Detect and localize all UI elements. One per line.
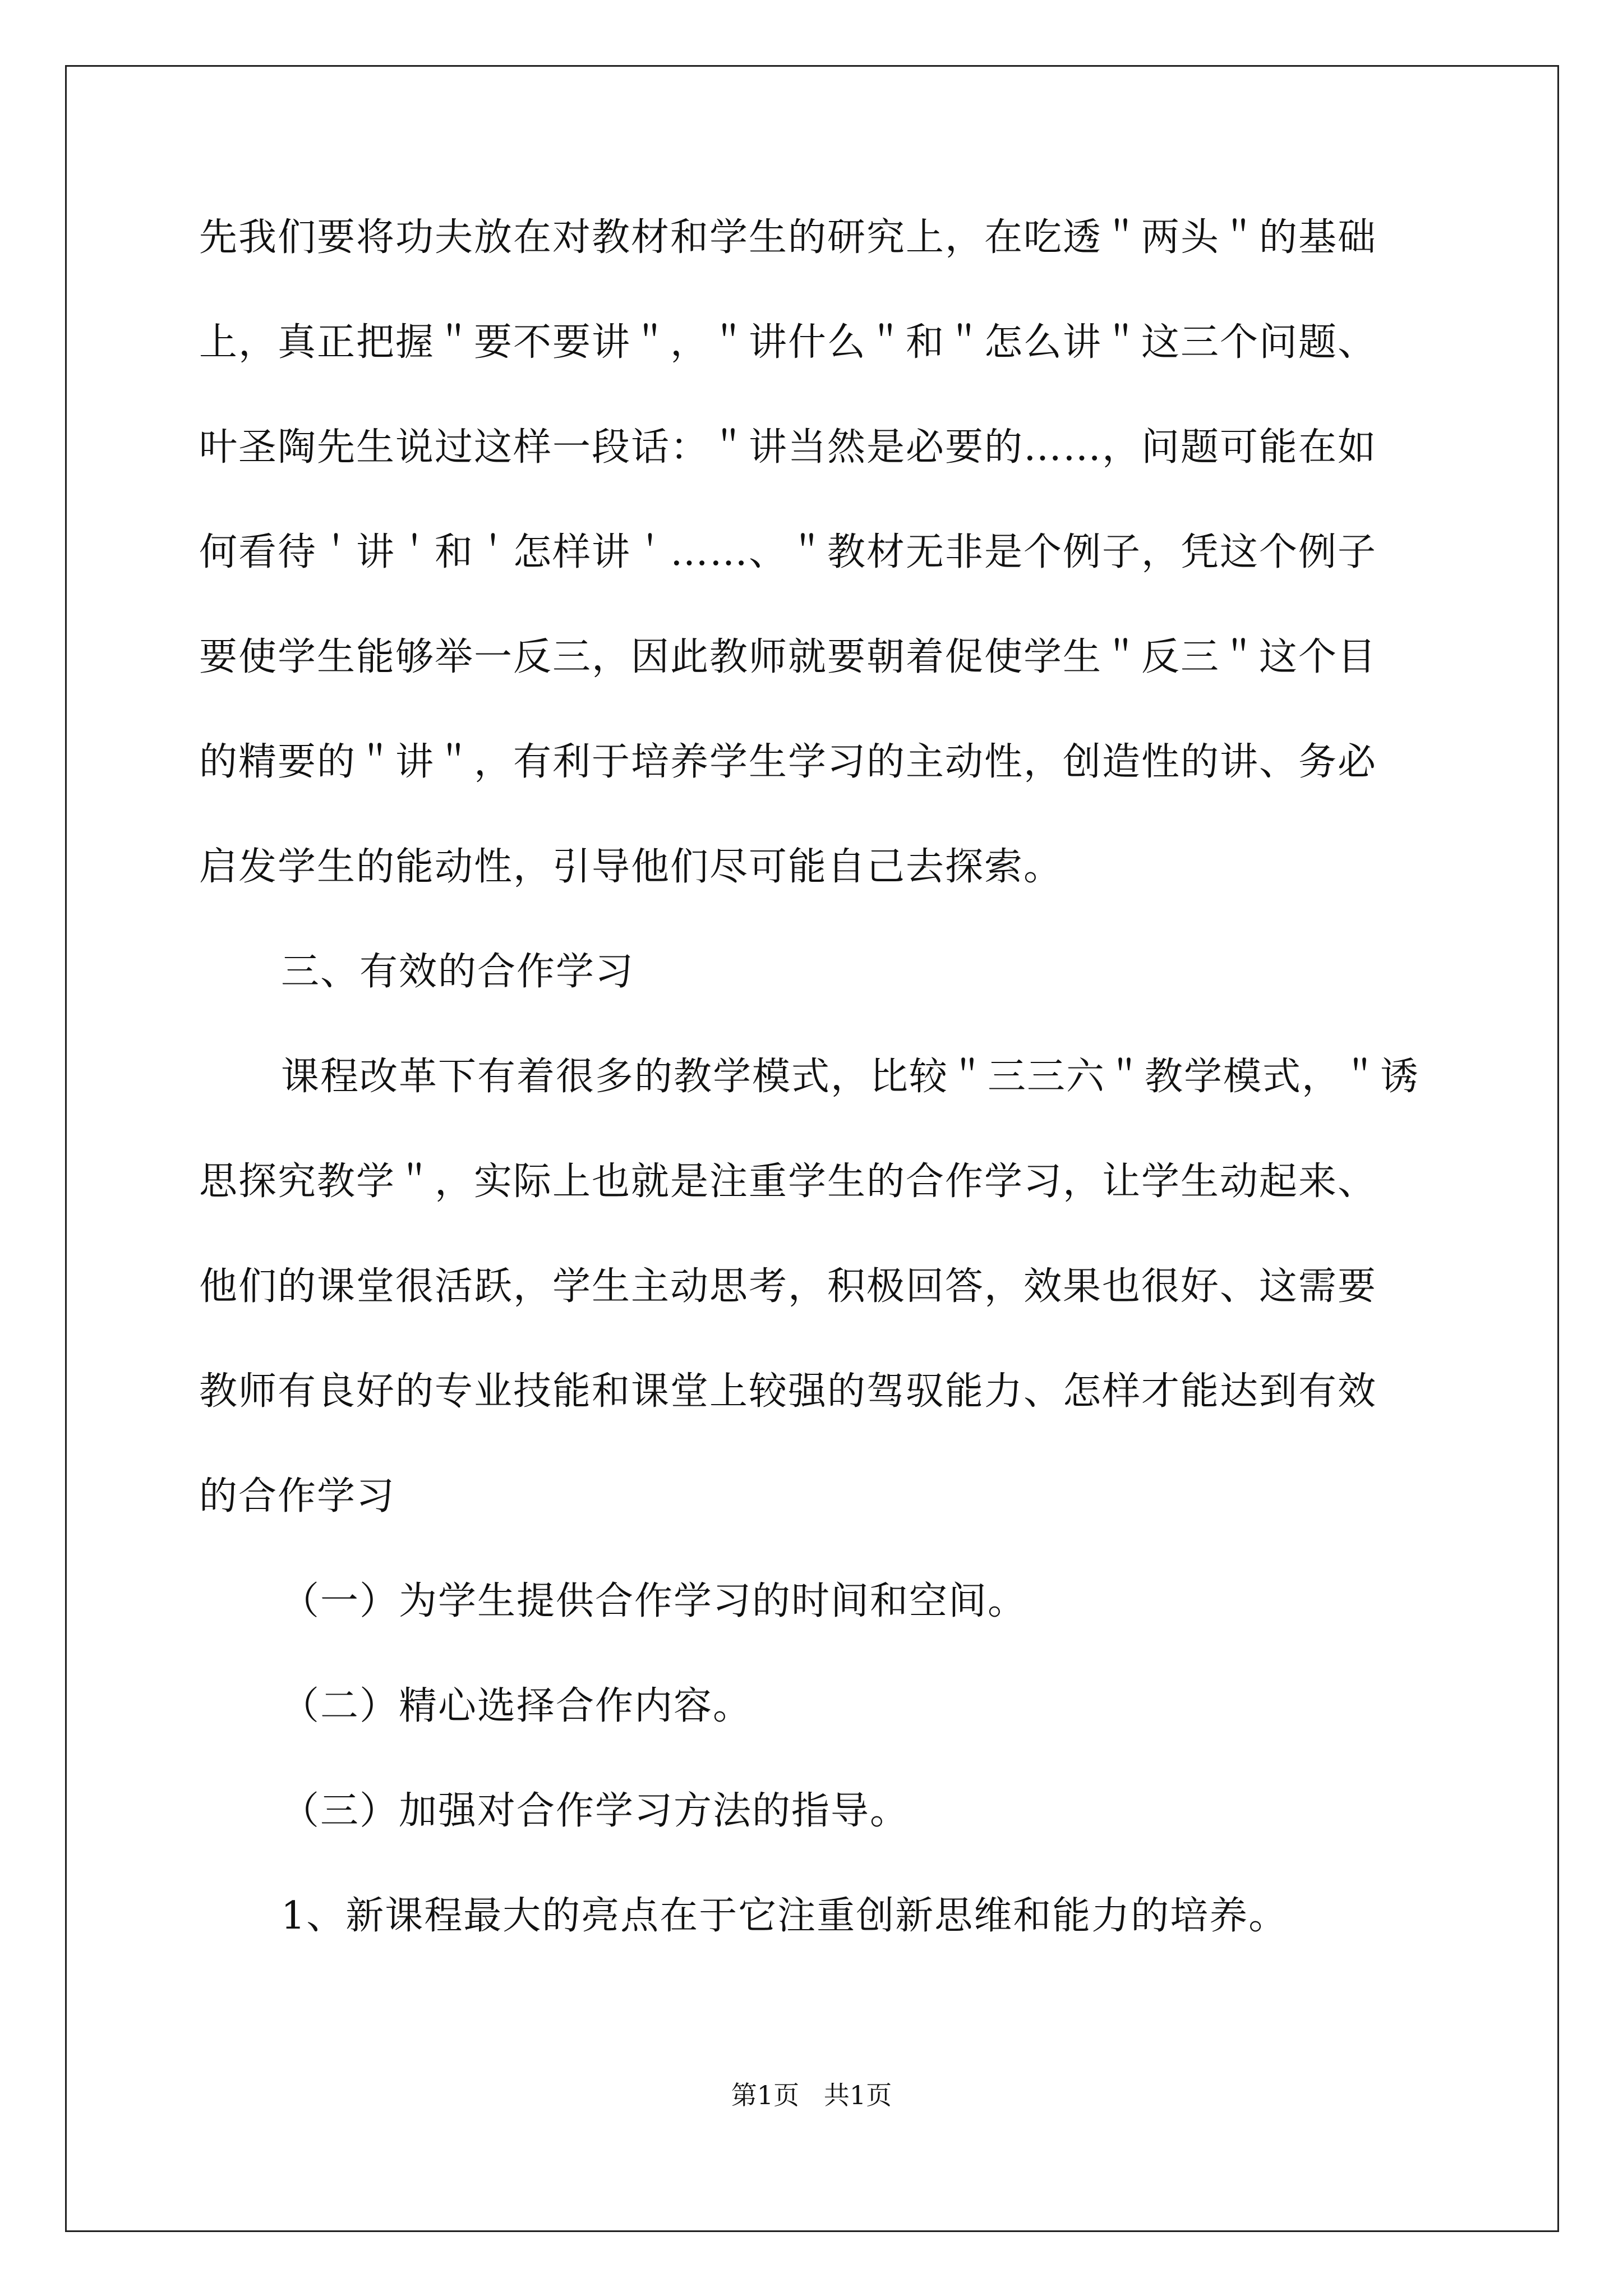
list-item: （二）精心选择合作内容。 (281, 1684, 753, 1728)
text-line: 上，真正把握＂要不要讲＂，＂讲什么＂和＂怎么讲＂这三个问题、 (199, 320, 1377, 365)
list-item: 1、新课程最大的亮点在于它注重创新思维和能力的培养。 (281, 1894, 1288, 1938)
text-line: 要使学生能够举一反三，因此教师就要朝着促使学生＂反三＂这个目 (199, 635, 1377, 679)
list-item: （一）为学生提供合作学习的时间和空间。 (281, 1579, 1027, 1623)
text-line: 启发学生的能动性，引导他们尽可能自己去探索。 (199, 845, 1063, 889)
document-body (199, 215, 1438, 2002)
text-line: 教师有良好的专业技能和课堂上较强的驾驭能力、怎样才能达到有效 (199, 1369, 1377, 1414)
text-line: 他们的课堂很活跃，学生主动思考，积极回答，效果也很好、这需要 (199, 1264, 1377, 1309)
text-line: 的合作学习 (199, 1474, 396, 1519)
text-line: 先我们要将功夫放在对教材和学生的研究上，在吃透＂两头＂的基础 (199, 215, 1377, 260)
text-line: 何看待＇讲＇和＇怎样讲＇……、＂教材无非是个例子，凭这个例子 (199, 530, 1377, 574)
text-line: 叶圣陶先生说过这样一段话：＂讲当然是必要的……，问题可能在如 (199, 425, 1377, 470)
text-line: 思探究教学＂，实际上也就是注重学生的合作学习，让学生动起来、 (199, 1159, 1377, 1204)
section-heading: 三、有效的合作学习 (281, 950, 635, 994)
paragraph-start: 课程改革下有着很多的教学模式，比较＂三三六＂教学模式，＂诱 (281, 1055, 1420, 1099)
text-line: 的精要的＂讲＂，有利于培养学生学习的主动性，创造性的讲、务必 (199, 740, 1377, 784)
page-footer: 第1页 共1页 (731, 2080, 892, 2110)
list-item: （三）加强对合作学习方法的指导。 (281, 1789, 910, 1833)
